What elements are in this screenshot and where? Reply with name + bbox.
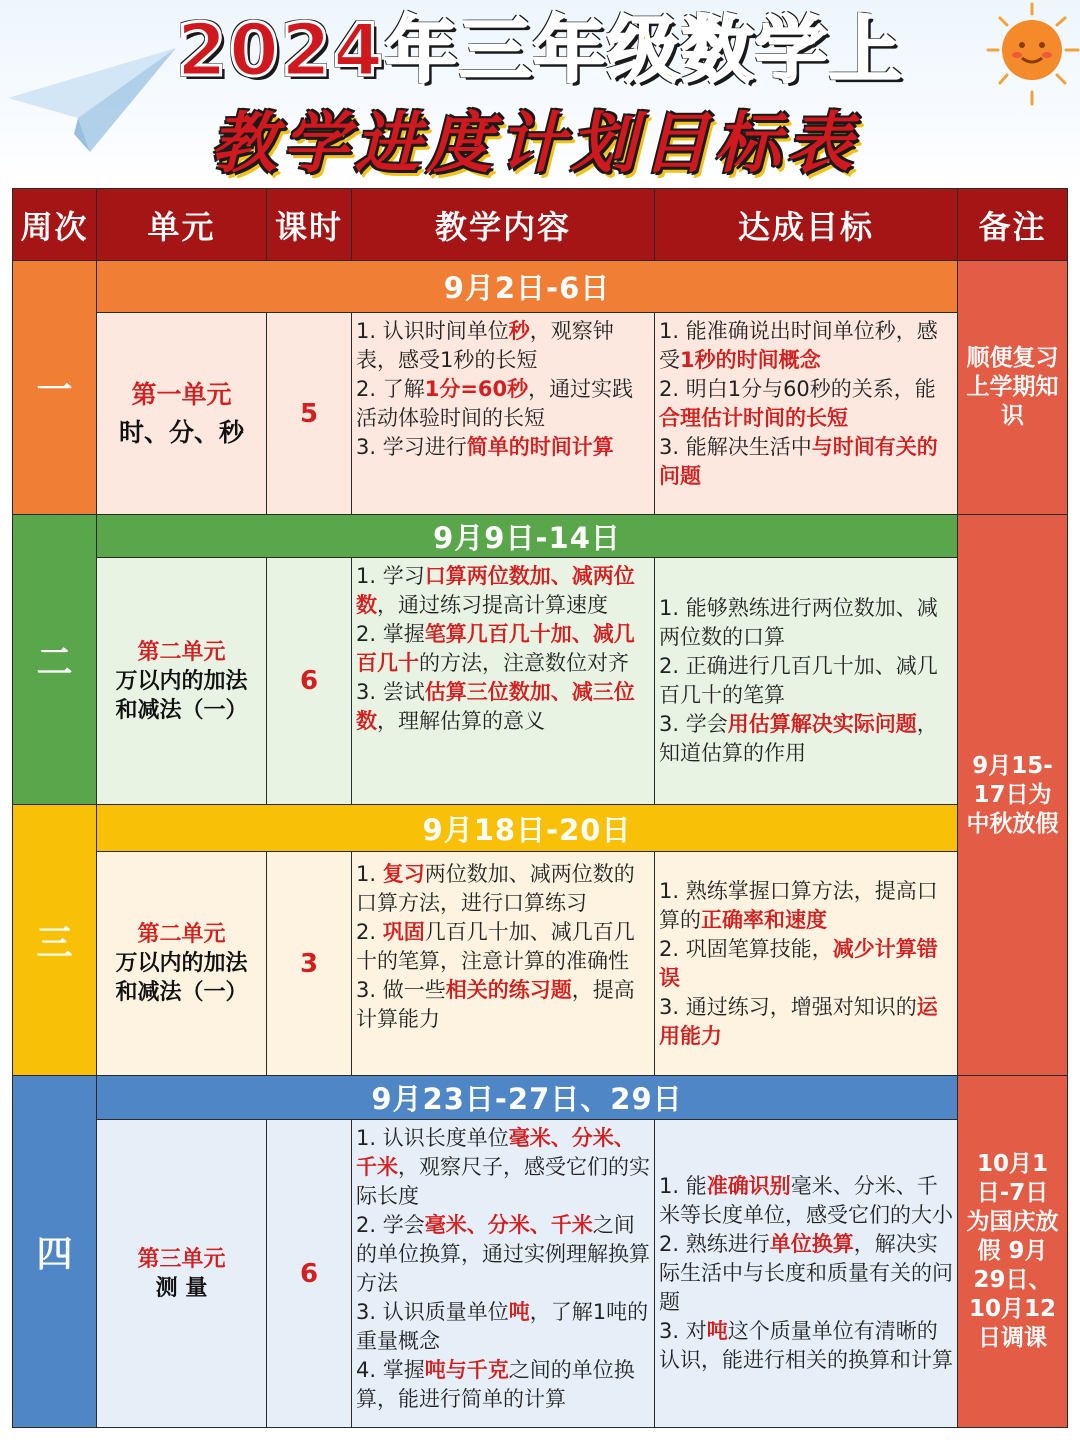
plain-text: 1. 能 [659,1174,707,1198]
header-content: 教学内容 [351,188,655,261]
plain-text: ，观察尺子，感受它们的实际长度 [356,1155,650,1208]
plain-text: 1. 学习 [356,564,425,588]
highlight-text: 估算三位数加、减三位数 [356,680,635,733]
plain-text: ，了解1吨的重量概念 [356,1300,649,1353]
text-line [356,433,650,462]
week-3-unit [96,851,267,1076]
plain-text: ，提高计算能力 [356,978,635,1031]
plain-text: 2. [356,920,383,944]
plain-text: 2. 掌握 [356,622,425,646]
text-line [659,1230,953,1317]
plain-text: 2. 学会 [356,1213,425,1237]
week-1-hours: 5 [266,312,352,515]
highlight-text: 减少计算错误 [659,936,938,990]
highlight-text: 合理估计时间的长短 [659,406,848,430]
week-1-goals [654,312,958,515]
highlight-text: 复习 [382,862,425,886]
plain-text: 3. 尝试 [356,680,425,704]
plain-text: 3. 学习进行 [356,435,467,459]
plain-text: 两位数加、减两位数的口算方法，进行口算练习 [356,862,635,915]
highlight-text: 单位换算 [769,1232,854,1256]
week-1-date: 9月2日-6日 [96,260,958,313]
main-title [0,6,1080,94]
text-line [356,1124,650,1211]
text-line [659,993,953,1051]
plain-text: 1. 能准确说出时间单位秒，感受 [659,319,938,372]
text-line [356,375,650,433]
highlight-text: 吨 [508,1300,530,1324]
week-3-goals [654,851,958,1076]
plain-text: 2. 明白1分与60秒的关系，能 [659,377,936,401]
text-line [356,620,650,678]
plain-text: 2. 了解 [356,377,425,401]
unit-title: 第二单元 [137,639,226,665]
plain-text: 这个质量单位有清晰的认识，能进行相关的换算和计算 [659,1319,953,1372]
unit-name: 万以内的加法和减法（一） [115,951,248,1005]
highlight-text: 毫米、分米、千米 [424,1213,593,1237]
title-grade: 三年级 [459,8,682,92]
text-line [659,433,953,491]
header-unit: 单元 [96,188,267,261]
highlight-text: 口算两位数加、减两位数 [356,564,635,617]
text-line [356,562,650,620]
week-4-unit [96,1119,267,1428]
highlight-text: 巩固 [382,920,425,944]
highlight-text: 1分=60秒 [424,377,529,401]
text-line [356,976,650,1034]
text-line [659,594,953,652]
unit-title: 第一单元 [131,379,232,409]
note-mid-autumn: 9月15-17日为中秋放假 [957,514,1068,1076]
week-4-date: 9月23日-27日、29日 [96,1075,958,1120]
highlight-text: 简单的时间计算 [466,435,614,459]
plain-text: ，解决实际生活中与长度和质量有关的问题 [659,1232,953,1314]
text-line [659,375,953,433]
week-2-label: 二 [12,514,97,805]
week-2-unit [96,557,267,805]
week-4-content [351,1119,655,1428]
week-2-hours: 6 [266,557,352,805]
week-4-hours: 6 [266,1119,352,1428]
highlight-text: 准确识别 [706,1174,791,1198]
plain-text: 3. 做一些 [356,978,446,1002]
plain-text: ，通过实践活动体验时间的长短 [356,377,634,430]
plain-text: 3. 对 [659,1319,707,1343]
plain-text: 3. 认识质量单位 [356,1300,509,1324]
header-goals: 达成目标 [654,188,958,261]
text-line [356,1356,650,1414]
week-1-label: 一 [12,260,97,515]
plain-text: 2. 巩固笔算技能， [659,936,833,961]
text-line [356,1211,650,1298]
schedule-table [12,188,1068,1428]
plain-text: ，知道估算的作用 [659,712,938,765]
week-3-hours: 3 [266,851,352,1076]
plain-text: 3. 能解决生活中 [659,435,812,459]
sub-title-text: 教学进度计划目标表 [206,105,874,182]
week-3-content [351,851,655,1076]
week-2-content [351,557,655,805]
highlight-text: 正确率和速度 [701,907,827,932]
unit-name: 万以内的加法和减法（一） [115,668,248,723]
plain-text: 2. 正确进行几百几十加、减几百几十的笔算 [659,654,938,707]
plain-text: 之间的单位换算，通过实例理解换算方法 [356,1213,650,1295]
text-line [659,877,953,935]
highlight-text: 相关的练习题 [445,978,572,1002]
week-2-date: 9月9日-14日 [96,514,958,558]
plain-text: 1. 认识时间单位 [356,319,509,343]
highlight-text: 运用能力 [659,994,938,1048]
plain-text: 2. 熟练进行 [659,1232,770,1256]
text-line [356,918,650,976]
week-1-content [351,312,655,515]
title-year: 2024年 [176,8,460,92]
highlight-text: 吨与千克 [424,1358,509,1382]
unit-title: 第二单元 [137,922,226,947]
highlight-text: 笔算几百几十加、减几百几十 [356,622,635,675]
header-week: 周次 [12,188,97,261]
plain-text: 的方法，注意数位对齐 [419,651,629,675]
highlight-text: 毫米、分米、千米 [356,1126,635,1179]
highlight-text: 秒 [508,319,530,343]
plain-text: ，理解估算的意义 [377,709,545,733]
sub-title [0,104,1080,184]
unit-title: 第三单元 [137,1246,226,1272]
text-line [356,678,650,736]
title-banner [0,0,1080,186]
plain-text: ，通过练习提高计算速度 [377,593,608,617]
unit-name: 时、分、秒 [118,417,244,447]
text-line [659,935,953,993]
plain-text: 3. 学会 [659,712,728,736]
text-line [356,1298,650,1356]
header-notes: 备注 [957,188,1068,261]
plain-text: 1. 能够熟练进行两位数加、减两位数的口算 [659,596,938,649]
highlight-text: 用估算解决实际问题 [727,712,917,736]
title-subject: 数学上 [681,8,904,92]
plain-text: 毫米、分米、千米等长度单位，感受它们的大小 [659,1174,953,1227]
week-1-unit [96,312,267,515]
week-4-label: 四 [12,1075,97,1428]
highlight-text: 与时间有关的问题 [659,435,938,488]
week-4-goals [654,1119,958,1428]
text-line [659,1172,953,1230]
plain-text: 1. [356,862,383,886]
text-line [659,652,953,710]
plain-text: 4. 掌握 [356,1358,425,1382]
week-2-goals [654,557,958,805]
week-3-label: 三 [12,804,97,1076]
header-hours: 课时 [266,188,352,261]
plain-text: ，观察钟表，感受1秒的长短 [356,319,614,372]
text-line [356,860,650,918]
highlight-text: 1秒的时间概念 [680,348,821,372]
plain-text: 之间的单位换算，能进行简单的计算 [356,1358,635,1411]
plain-text: 1. 认识长度单位 [356,1126,509,1150]
week-3-date: 9月18日-20日 [96,804,958,852]
text-line [659,1317,953,1375]
note-national-day: 10月1日-7日为国庆放假 9月29日、10月12日调课 [957,1075,1068,1428]
note-review: 顺便复习上学期知识 [957,260,1068,515]
plain-text: 几百几十加、减几百几十的笔算，注意计算的准确性 [356,920,635,973]
unit-name: 测 量 [155,1275,208,1301]
text-line [356,317,650,375]
plain-text: 1. 熟练掌握口算方法，提高口算的 [659,878,938,932]
plain-text: 3. 通过练习，增强对知识的 [659,994,917,1019]
text-line [659,710,953,768]
highlight-text: 吨 [706,1319,728,1343]
text-line [659,317,953,375]
